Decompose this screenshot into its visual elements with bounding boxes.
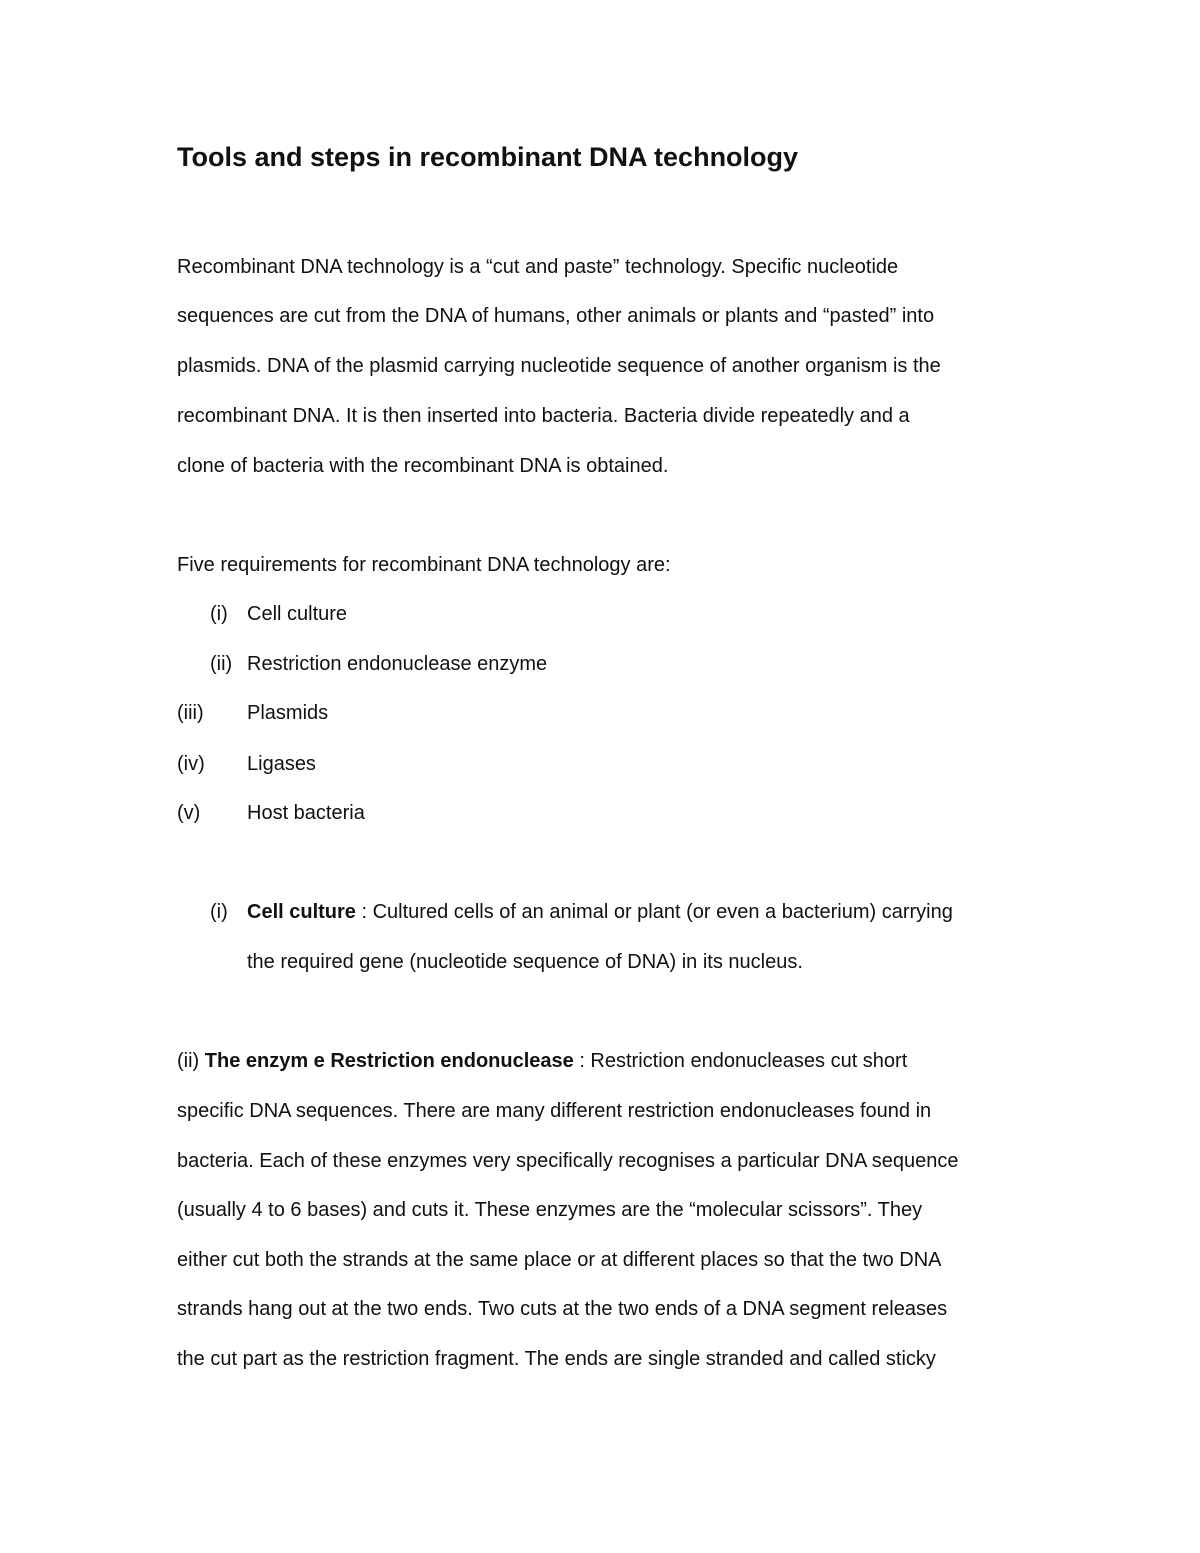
- enzyme-line: either cut both the strands at the same place or at different places so that the two DNA: [177, 1249, 942, 1271]
- intro-line: recombinant DNA. It is then inserted into bacteria. Bacteria divide repeatedly and a: [177, 405, 910, 427]
- requirement-text: Restriction endonuclease enzyme: [247, 653, 548, 675]
- cell-culture-heading: Cell culture: [247, 901, 356, 923]
- intro-line: plasmids. DNA of the plasmid carrying nucleotide sequence of another organism is the: [177, 355, 941, 377]
- requirement-text: Ligases: [247, 753, 316, 775]
- cell-culture-text: : Cultured cells of an animal or plant (or even a bacterium) carrying: [355, 901, 953, 923]
- cell-culture-line: the required gene (nucleotide sequence of DNA) in its nucleus.: [247, 951, 803, 973]
- document-title: Tools and steps in recombinant DNA technology: [177, 142, 799, 172]
- requirements-intro: Five requirements for recombinant DNA technology are:: [177, 554, 671, 576]
- intro-line: clone of bacteria with the recombinant DNA is obtained.: [177, 455, 669, 477]
- section-number: (ii): [177, 1050, 205, 1072]
- requirement-number: (v): [177, 802, 201, 824]
- section-number: (i): [210, 901, 228, 923]
- enzyme-line: strands hang out at the two ends. Two cuts at the two ends of a DNA segment releases: [177, 1298, 948, 1320]
- requirement-number: (ii): [210, 653, 233, 675]
- requirement-number: (iv): [177, 753, 205, 775]
- requirement-text: Plasmids: [247, 702, 329, 724]
- enzyme-heading: The enzym e Restriction endonuclease: [204, 1050, 574, 1072]
- requirement-number: (iii): [177, 702, 204, 724]
- enzyme-line: (usually 4 to 6 bases) and cuts it. These enzymes are the “molecular scissors”. They: [177, 1199, 923, 1221]
- requirement-text: Cell culture: [247, 603, 348, 625]
- requirement-number: (i): [210, 603, 228, 625]
- requirement-text: Host bacteria: [247, 802, 365, 824]
- intro-line: Recombinant DNA technology is a “cut and paste” technology. Specific nucleotide: [177, 256, 899, 278]
- enzyme-line: specific DNA sequences. There are many different restriction endonucleases found in: [177, 1100, 932, 1122]
- enzyme-line: bacteria. Each of these enzymes very specifically recognises a particular DNA sequence: [177, 1150, 959, 1172]
- cell-culture-line: [247, 898, 953, 926]
- intro-line: sequences are cut from the DNA of humans, other animals or plants and “pasted” into: [177, 305, 935, 327]
- enzyme-text: : Restriction endonucleases cut short: [573, 1050, 908, 1072]
- enzyme-line: [177, 1047, 907, 1075]
- enzyme-line: the cut part as the restriction fragment. The ends are single stranded and called sticky: [177, 1348, 936, 1370]
